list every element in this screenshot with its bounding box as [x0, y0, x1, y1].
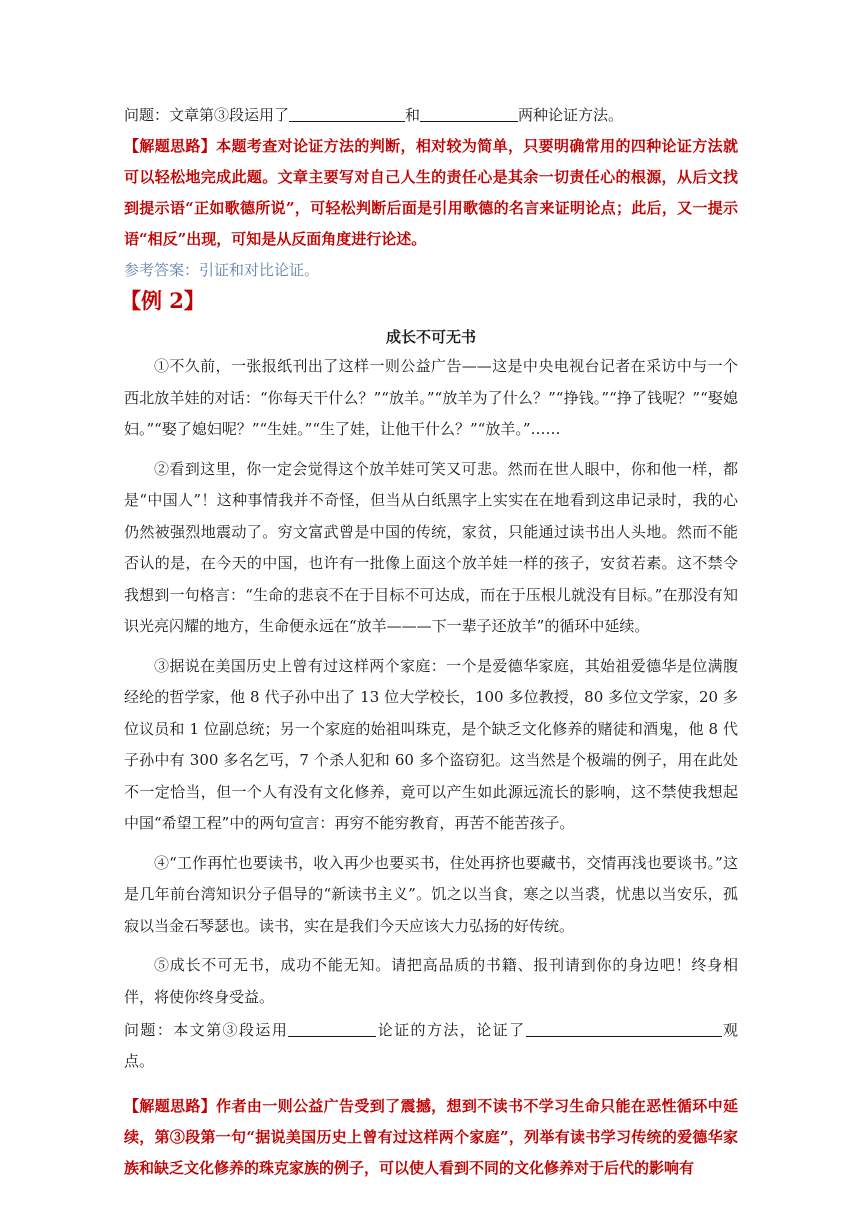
article-paragraph-1: ①不久前，一张报纸刊出了这样一则公益广告——这是中央电视台记者在采访中与一个西北放羊娃的对话：“你每天干什么？”“放羊。”“放羊为了什么？”“挣钱。”“挣了钱呢？”“娶媳妇。”“娶了媳妇呢？”“生娃。”“生了娃，让他干什么？”“放羊。”…… — [124, 357, 738, 438]
article-title: 成长不可无书 — [385, 328, 476, 346]
analysis-text: 作者由一则公益广告受到了震撼，想到不读书不学习生命只能在恶性循环中延续，第③段第一句“据说美国历史上曾有过这样两个家庭”，列举有读书学习传统的爱德华家族和缺乏文化修养的珠克家族的例子，可以使人看到不同的文化修养对于后代的影响有 — [124, 1097, 738, 1177]
answer-text: 引证和对比论证。 — [199, 261, 320, 279]
question-1-prefix: 问题：文章第③段运用了 — [124, 106, 290, 124]
question-2-suffix: 观点。 — [124, 1021, 738, 1070]
article-paragraph-2: ②看到这里，你一定会觉得这个放羊娃可笑又可悲。然而在世人眼中，你和他一样，都是“中国人”！这种事情我并不奇怪，但当从白纸黑字上实实在在地看到这串记录时，我的心仍然被强烈地震动了。穷文富武曾是中国的传统，家贫，只能通过读书出人头地。然而不能否认的是，在今天的中国，也许有一批像上面这个放羊娃一样的孩子，安贫若素。这不禁令我想到一句格言：“生命的悲哀不在于目标不可达成，而在于压根儿就没有目标。”在那没有知识光亮闪耀的地方，生命便永远在“放羊———下一辈子还放羊”的循环中延续。 — [124, 459, 738, 635]
analysis-2 — [124, 1091, 738, 1184]
answer-blank[interactable] — [288, 1018, 376, 1037]
question-2 — [124, 1015, 738, 1077]
answer-blank[interactable] — [526, 1018, 722, 1037]
answer-blank[interactable] — [420, 103, 518, 122]
analysis-label: 【解题思路】 — [124, 1097, 217, 1115]
question-1 — [124, 100, 738, 131]
answer-blank[interactable] — [289, 103, 405, 122]
article-paragraph-3: ③据说在美国历史上曾有过这样两个家庭：一个是爱德华家庭，其始祖爱德华是位满腹经纶的哲学家，他 8 代子孙中出了 13 位大学校长，100 多位教授，80 多位文学家，20 多位议员和 1 位副总统；另一个家庭的始祖叫珠克，是个缺乏文化修养的赌徒和酒鬼，他 8 代子孙中有 300 多名乞丐，7 个杀人犯和 60 多个盗窃犯。这当然是个极端的例子，用在此处不一定恰当，但一个人有没有文化修养，竟可以产生如此源远流长的影响，这不禁使我想起中国“希望工程”中的两句宣言：再穷不能穷教育，再苦不能苦孩子。 — [124, 656, 738, 832]
article-paragraph-5: ⑤成长不可无书，成功不能无知。请把高品质的书籍、报刊请到你的身边吧！终身相伴，将使你终身受益。 — [124, 956, 738, 1006]
question-2-mid: 论证的方法，论证了 — [376, 1021, 526, 1039]
reference-answer-1 — [124, 255, 738, 286]
question-2-prefix: 问题：本文第③段运用 — [124, 1021, 289, 1039]
analysis-text: 本题考查对论证方法的判断，相对较为简单，只要明确常用的四种论证方法就可以轻松地完成此题。文章主要写对自己人生的责任心是其余一切责任心的根源，从后文找到提示语“正如歌德所说”，可轻松判断后面是引用歌德的名言来证明论点；此后，又一提示语“相反”出现，可知是从反面角度进行论述。 — [124, 137, 738, 248]
example-heading: 【例 2】 — [120, 288, 205, 313]
answer-label: 参考答案： — [124, 261, 200, 279]
question-1-suffix: 两种论证方法。 — [518, 106, 624, 124]
analysis-1 — [124, 131, 738, 255]
article-paragraph-4: ④“工作再忙也要读书，收入再少也要买书，住处再挤也要藏书，交情再浅也要谈书。”这是几年前台湾知识分子倡导的“新读书主义”。饥之以当食，寒之以当裘，忧患以当安乐，孤寂以当金石琴瑟也。读书，实在是我们今天应该大力弘扬的好传统。 — [124, 853, 738, 935]
question-1-mid: 和 — [405, 106, 421, 124]
analysis-label: 【解题思路】 — [124, 137, 217, 155]
document-page — [120, 100, 738, 1184]
